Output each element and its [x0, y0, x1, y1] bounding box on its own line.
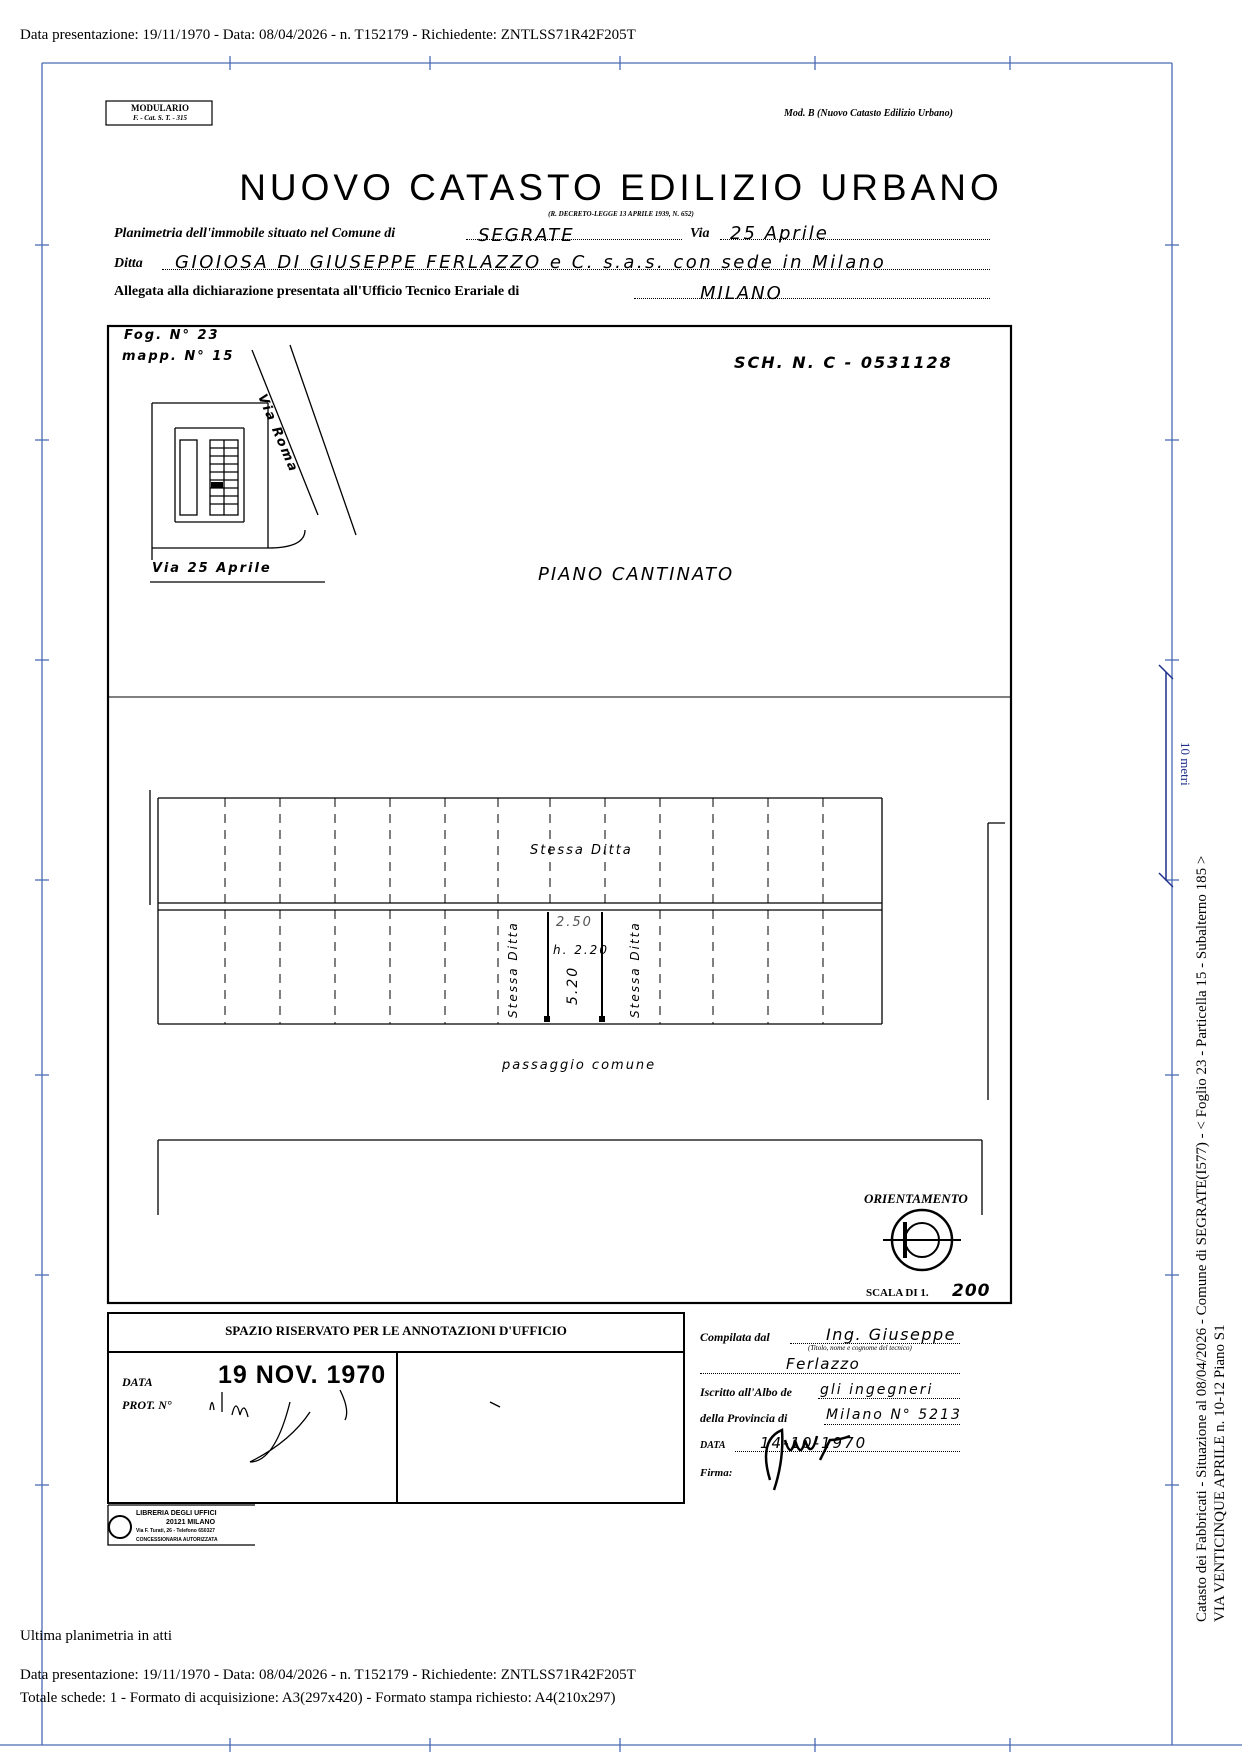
parking-dividers: [225, 798, 823, 1024]
compilata-data: 14-10-1970: [760, 1434, 868, 1452]
ditta-value: GIOIOSA DI GIUSEPPE FERLAZZO e C. s.a.s. con sede in Milano: [175, 252, 887, 273]
unit-marker: [211, 482, 223, 488]
side-text-1: Catasto dei Fabbricati - Situazione al 08/04/2026 - Comune di SEGRATE(I577) - < Foglio 23 - Particella 15 - Subalterno 185 >: [1194, 855, 1210, 1622]
compilata-sub: (Titolo, nome e cognome del tecnico): [808, 1344, 912, 1352]
scala-label: SCALA DI 1.: [866, 1287, 929, 1299]
mod-b: Mod. B (Nuovo Catasto Edilizio Urbano): [784, 108, 953, 119]
provincia-line: [824, 1423, 960, 1425]
ufficio-data-stamp: 19 NOV. 1970: [218, 1361, 387, 1389]
scale-bar: [1159, 665, 1173, 887]
via-25-aprile-label: Via 25 Aprile: [152, 561, 272, 576]
stessa-ditta-right: Stessa Ditta: [628, 921, 642, 1018]
label-allegata: Allegata alla dichiarazione presentata all'Ufficio Tecnico Erariale di: [114, 284, 520, 299]
footer-line-1: Data presentazione: 19/11/1970 - Data: 08/04/2026 - n. T152179 - Richiedente: ZNTLSS71R42F205T: [20, 1667, 636, 1683]
label-comune: Planimetria dell'immobile situato nel Comune di: [114, 226, 396, 241]
compilata-label: Compilata dal: [700, 1330, 770, 1344]
compilata-data-label: DATA: [700, 1440, 726, 1451]
iscritto-albo: gli ingegneri: [820, 1382, 934, 1398]
label-ditta: Ditta: [114, 256, 143, 271]
scheda-number: SCH. N. C - 0531128: [734, 353, 953, 372]
unit-depth: 5.20: [565, 965, 581, 1005]
scala-value: 200: [952, 1281, 991, 1301]
iscritto-label: Iscritto all'Albo de: [700, 1385, 793, 1399]
provincia-value: Milano N° 5213: [826, 1407, 962, 1423]
ufficio-value: MILANO: [700, 283, 783, 304]
stessa-ditta-left: Stessa Ditta: [506, 921, 520, 1018]
ultima-planimetria: Ultima planimetria in atti: [20, 1628, 173, 1644]
modulario-line2: F. - Cat. S. T. - 315: [132, 114, 188, 122]
side-text-2: VIA VENTICINQUE APRILE n. 10-12 Piano S1: [1212, 1324, 1228, 1622]
compass-icon: [883, 1210, 961, 1270]
frame-ticks: [35, 56, 1179, 1752]
orientamento-label: ORIENTAMENTO: [864, 1191, 968, 1206]
label-via: Via: [690, 226, 710, 241]
ufficio-line: [634, 297, 990, 299]
prot-signature: [210, 1390, 500, 1462]
compilata-surname: Ferlazzo: [786, 1355, 861, 1373]
unit-185-corner-left: [544, 1016, 550, 1022]
via-value: 25 Aprile: [730, 223, 829, 244]
albo-line: [818, 1397, 960, 1399]
compilata-name: Ing. Giuseppe: [826, 1325, 957, 1344]
surname-line: [700, 1372, 960, 1374]
libreria-text: [136, 1509, 218, 1545]
via-roma-label: Via Roma: [254, 392, 301, 476]
outer-frame: [0, 63, 1242, 1745]
libreria-line3: Via F. Turati, 26 - Telefono 650327: [136, 1528, 215, 1534]
libreria-line2: 20121 MILANO: [166, 1519, 216, 1526]
location-map: [150, 345, 356, 582]
provincia-label: della Provincia di: [700, 1411, 788, 1425]
mappale: mapp. N° 15: [122, 349, 235, 364]
ufficio-box-title: SPAZIO RISERVATO PER LE ANNOTAZIONI D'UFFICIO: [225, 1323, 567, 1338]
firma-label: Firma:: [700, 1467, 733, 1479]
modulario: [108, 103, 212, 123]
unit-185-corner-right: [599, 1016, 605, 1022]
footer-line-2: Totale schede: 1 - Formato di acquisizione: A3(297x420) - Formato stampa richiesto: A4(210x297): [20, 1690, 616, 1706]
unit-width: 2.50: [556, 915, 593, 930]
ufficio-box: [108, 1313, 684, 1503]
top-header: Data presentazione: 19/11/1970 - Data: 08/04/2026 - n. T152179 - Richiedente: ZNTLSS71R42F205T: [20, 27, 636, 43]
unit-height: h. 2.20: [553, 943, 609, 957]
passaggio-comune: passaggio comune: [502, 1058, 657, 1073]
libreria-line4: CONCESSIONARIA AUTORIZZATA: [136, 1537, 218, 1543]
comune-value: SEGRATE: [478, 225, 575, 246]
decree: (R. DECRETO-LEGGE 13 APRILE 1939, N. 652): [548, 210, 694, 218]
ufficio-prot-label: PROT. N°: [122, 1398, 172, 1412]
modulario-line1: MODULARIO: [131, 103, 189, 113]
foglio: Fog. N° 23: [124, 328, 220, 343]
page-title: NUOVO CATASTO EDILIZIO URBANO: [239, 167, 1003, 208]
scale-bar-label: 10 metri: [1178, 742, 1193, 786]
data-line: [735, 1450, 960, 1452]
piano-label: PIANO CANTINATO: [538, 564, 735, 585]
stessa-ditta-top: Stessa Ditta: [530, 843, 633, 858]
ufficio-data-label: DATA: [122, 1375, 153, 1389]
libreria-line1: LIBRERIA DEGLI UFFICI: [136, 1510, 217, 1517]
